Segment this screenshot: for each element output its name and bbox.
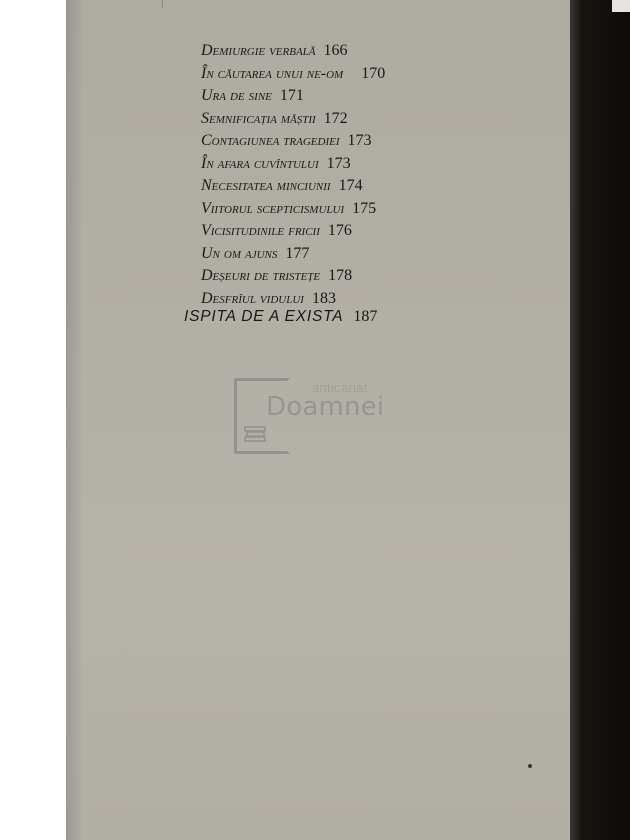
- toc-entry-title: Viitorul scepticismului: [201, 199, 345, 217]
- gutter-shadow: [66, 0, 84, 840]
- paper-speck: [528, 764, 532, 768]
- toc-entry-title: Semnificația măștii: [201, 109, 316, 127]
- toc-entry-title: Un om ajuns: [201, 244, 278, 262]
- toc-entry: [201, 130, 385, 153]
- toc-entry-page: 170: [361, 64, 386, 82]
- page-mark: [162, 0, 163, 8]
- toc-main-entry: [184, 308, 377, 326]
- toc-entry-page: 172: [323, 109, 348, 127]
- toc-entry-page: 175: [352, 199, 377, 217]
- toc-entry: [201, 175, 385, 198]
- toc-entry-title: În căutarea unui ne-om: [201, 64, 344, 82]
- watermark: [234, 378, 404, 462]
- toc-entry-title: Vicisitudinile fricii: [201, 222, 320, 239]
- toc-entry-page: 183: [311, 289, 336, 307]
- toc-entry-page: 176: [327, 222, 352, 239]
- toc-entry: [201, 85, 385, 108]
- toc-entry-page: 173: [347, 132, 372, 149]
- toc-entry-page: 177: [285, 244, 310, 262]
- toc-entry-title: Desfrîul vidului: [201, 289, 304, 307]
- toc-main-entry-title: ISPITA DE A EXISTA: [184, 308, 344, 325]
- toc-entry-page: 174: [338, 177, 363, 194]
- background-corner: [612, 0, 630, 12]
- toc-entry: [201, 220, 385, 243]
- toc-entry-title: În afara cuvîntului: [201, 154, 319, 172]
- toc-entry: [201, 265, 385, 288]
- toc-entry: [201, 153, 385, 176]
- watermark-top-text: anticariat: [312, 380, 368, 395]
- toc-entry: [201, 198, 385, 221]
- toc-entry: [201, 243, 385, 266]
- watermark-name: Doamnei: [266, 392, 385, 422]
- toc-entry-title: Demiurgie verbală: [201, 42, 316, 59]
- toc-entry: [201, 40, 385, 63]
- book-stack-icon: [244, 426, 266, 442]
- toc-entry: [201, 63, 385, 86]
- toc-entry-title: Ura de sine: [201, 87, 272, 104]
- toc-entry-page: 171: [279, 87, 304, 104]
- toc-entry-page: 166: [323, 42, 348, 59]
- toc-entry-page: 178: [328, 267, 353, 284]
- toc-entry-page: 173: [326, 154, 351, 172]
- toc-entry-title: Deșeuri de tristețe: [201, 267, 321, 284]
- toc-entry: [201, 288, 385, 311]
- toc-main-entry-page: 187: [353, 308, 378, 325]
- toc-entry-title: Contagiunea tragediei: [201, 132, 340, 149]
- book-spine-edge: [570, 0, 630, 840]
- toc-entry-title: Necesitatea minciunii: [201, 177, 331, 194]
- table-of-contents: [201, 40, 385, 310]
- toc-entry: [201, 108, 385, 131]
